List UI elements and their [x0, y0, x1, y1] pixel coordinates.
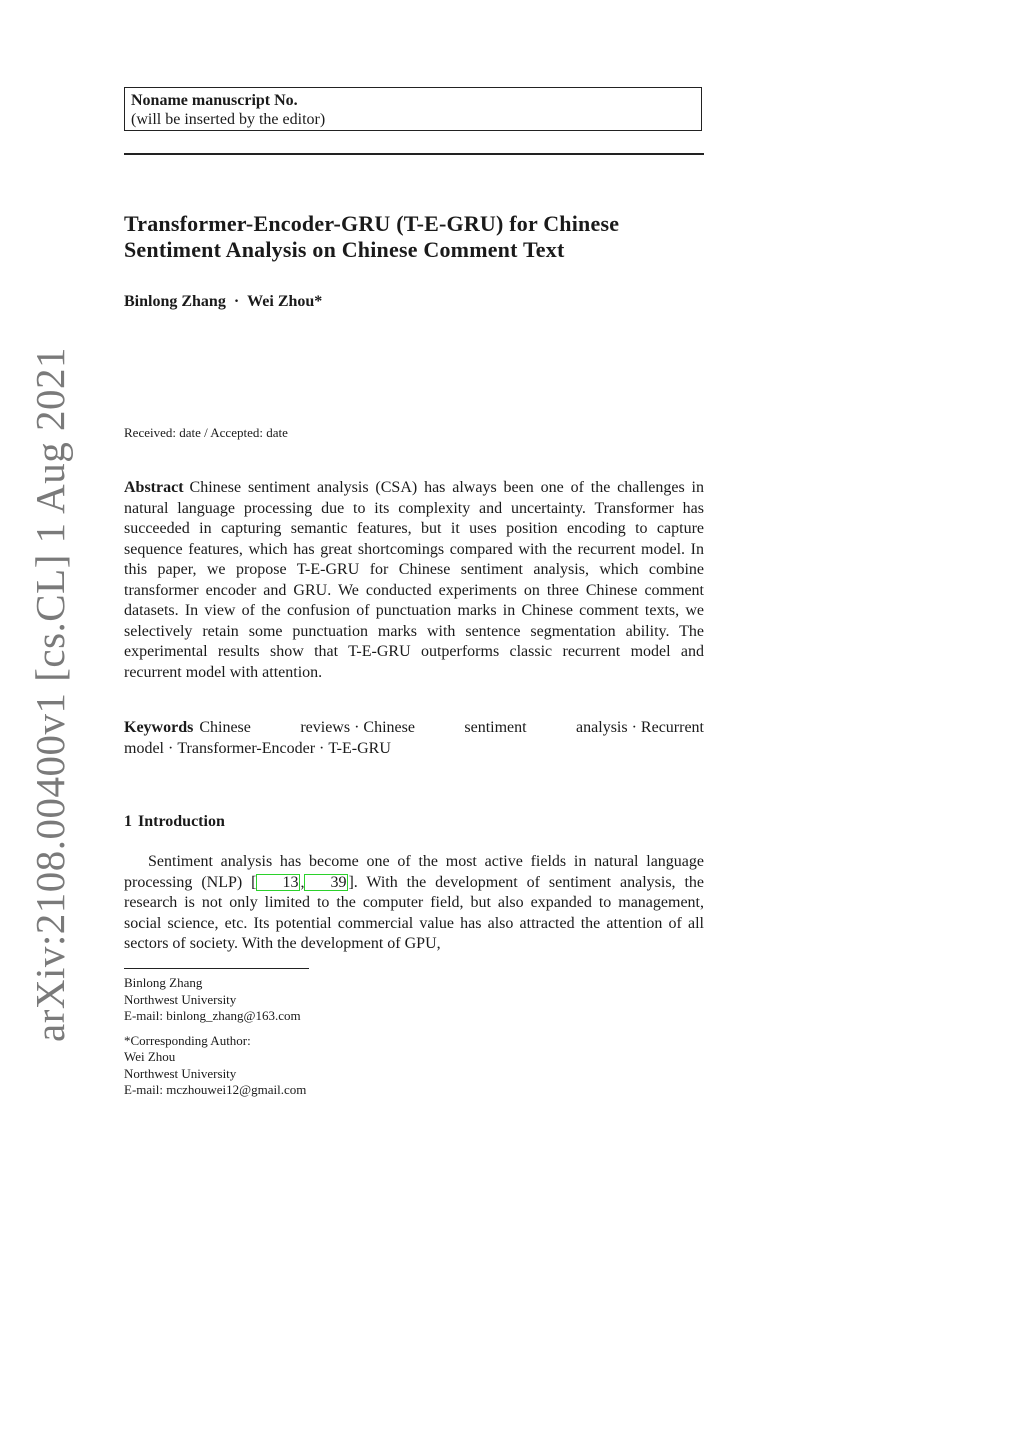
author-name: Binlong Zhang	[124, 293, 226, 310]
keyword-separator: ·	[354, 719, 360, 736]
intro-paragraph	[124, 852, 704, 955]
footnote-affiliation: Northwest University	[124, 1065, 237, 1081]
section-title: Introduction	[138, 813, 225, 830]
footnote-affiliation: Northwest University	[124, 991, 237, 1007]
citation-separator: ,	[300, 873, 305, 891]
abstract-text: Chinese sentiment analysis (CSA) has always been one of the challenges in natural language processing due to its complexity and uncertainty. Transformer has succeeded in capturing semantic features, but it uses position encoding to capture sequence features, which has great shortcomings compared with the recurrent model. In this paper, we propose T-E-GRU for Chinese sentiment analysis, which combine transformer encoder and GRU. We conducted experiments on three Chinese comment datasets. In view of the confusion of punctuation marks in Chinese comment texts, we selectively retain some punctuation marks with sentence segmentation ability. The experimental results show that T-E-GRU outperforms classic recurrent model and recurrent model with attention.	[124, 479, 704, 681]
author-footnotes	[124, 975, 704, 1107]
footnote-rule	[124, 968, 309, 969]
header-rule	[124, 153, 704, 155]
footnote-name: Binlong Zhang	[124, 975, 203, 990]
footnote-name: Wei Zhou	[124, 1049, 176, 1064]
section-number: 1	[124, 813, 132, 830]
citation-link[interactable]: 13	[256, 874, 300, 891]
citation-link[interactable]: 39	[304, 874, 348, 891]
title-line-1: Transformer-Encoder-GRU (T-E-GRU) for Chinese	[124, 211, 620, 236]
keyword-item: Chinese reviews	[199, 719, 351, 736]
arxiv-identifier[interactable]: arXiv:2108.00400v1 [cs.CL] 1 Aug 2021	[27, 347, 73, 1042]
manuscript-note: (will be inserted by the editor)	[131, 111, 326, 128]
keywords	[124, 718, 704, 759]
received-date: Received: date / Accepted: date	[124, 425, 288, 440]
keywords-label: Keywords	[124, 719, 194, 736]
author-name: Wei Zhou*	[247, 293, 323, 310]
author-separator: ·	[233, 293, 240, 310]
title-line-2: Sentiment Analysis on Chinese Comment Text	[124, 237, 565, 262]
manuscript-number: Noname manuscript No.	[131, 92, 298, 109]
manuscript-box	[124, 87, 702, 131]
section-heading	[124, 812, 704, 832]
intro-text: Sentiment analysis has become one of the most active fields in natural language processing (NLP) [	[124, 853, 704, 891]
abstract	[124, 478, 704, 683]
footnote-role: *Corresponding Author:	[124, 1032, 251, 1048]
keyword-item: T-E-GRU	[328, 739, 391, 757]
footnote-email: E-mail: binlong_zhang@163.com	[124, 1008, 301, 1023]
paper-title	[124, 211, 704, 263]
abstract-label: Abstract	[124, 479, 184, 496]
footnote-email: E-mail: mczhouwei12@gmail.com	[124, 1082, 307, 1097]
keyword-separator: ·	[631, 719, 637, 736]
keyword-separator: ·	[168, 739, 174, 757]
footnote-author-2	[124, 1033, 704, 1099]
keyword-item: Chinese sentiment analysis	[363, 719, 628, 736]
footnote-author-1	[124, 975, 704, 1025]
keyword-separator: ·	[319, 739, 325, 757]
author-list	[124, 292, 704, 312]
intro-text: ]. With the development of sentiment analysis, the research is not only limited to the computer field, but also expanded to management, social science, etc. Its potential commercial value has also attracted the attention of all sectors of society. With the development of GPU,	[124, 873, 704, 952]
keyword-item: Recurrent model	[124, 719, 704, 757]
keyword-item: Transformer-Encoder	[177, 739, 316, 757]
